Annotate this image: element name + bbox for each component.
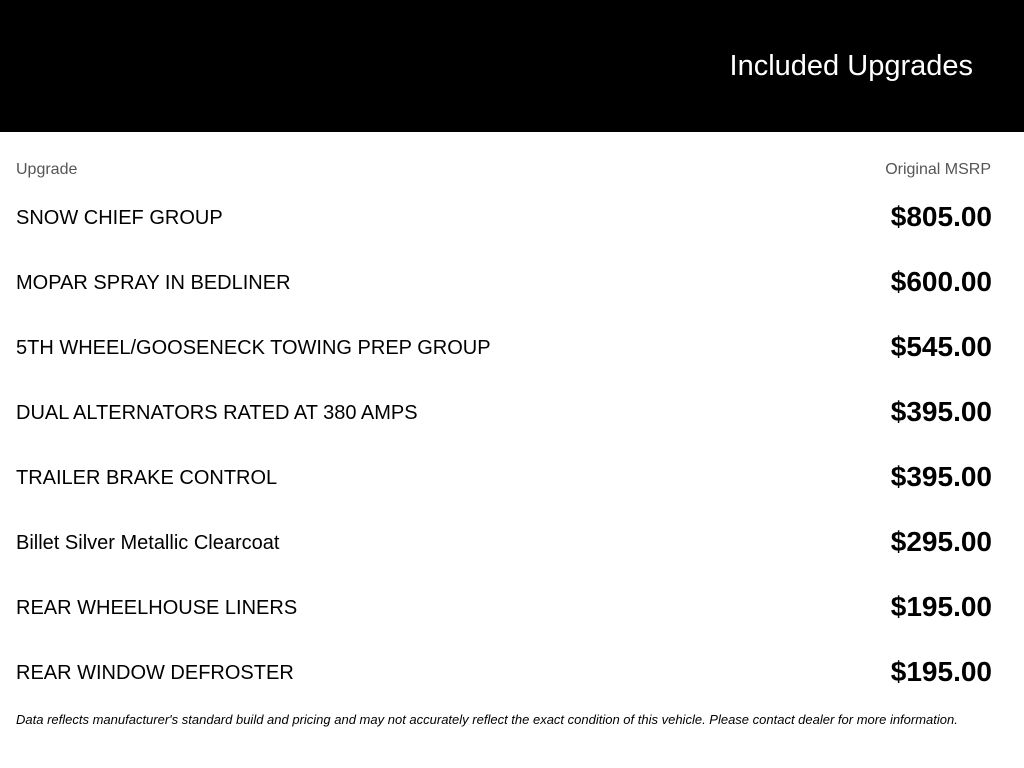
- upgrade-name: TRAILER BRAKE CONTROL: [16, 467, 278, 489]
- upgrade-price: $395.00: [890, 461, 992, 492]
- disclaimer-text: Data reflects manufacturer's standard build and pricing and may not accurately reflect the exact condition of this vehicle. Please contact dealer for more information.: [16, 712, 958, 727]
- list-item: [0, 258, 1024, 323]
- upgrade-price: $545.00: [890, 331, 992, 362]
- column-header-msrp: Original MSRP: [885, 161, 991, 178]
- upgrade-name: Billet Silver Metallic Clearcoat: [16, 532, 280, 554]
- upgrade-price: $600.00: [890, 266, 992, 297]
- upgrade-name: REAR WINDOW DEFROSTER: [16, 662, 294, 684]
- upgrade-price: $805.00: [890, 201, 992, 232]
- upgrade-name: DUAL ALTERNATORS RATED AT 380 AMPS: [16, 402, 418, 424]
- list-item: [0, 648, 1024, 713]
- page-title: Included Upgrades: [729, 50, 973, 82]
- upgrade-name: REAR WHEELHOUSE LINERS: [16, 597, 298, 619]
- header-bar: [0, 0, 1024, 132]
- upgrade-price: $295.00: [890, 526, 992, 557]
- upgrade-price: $195.00: [890, 656, 992, 687]
- list-item: [0, 583, 1024, 648]
- list-item: [0, 323, 1024, 388]
- list-item: [0, 518, 1024, 583]
- upgrade-price: $395.00: [890, 396, 992, 427]
- upgrade-price: $195.00: [890, 591, 992, 622]
- upgrade-name: MOPAR SPRAY IN BEDLINER: [16, 272, 291, 294]
- list-item: [0, 388, 1024, 453]
- upgrade-name: 5TH WHEEL/GOOSENECK TOWING PREP GROUP: [16, 337, 491, 359]
- list-item: [0, 193, 1024, 258]
- upgrade-name: SNOW CHIEF GROUP: [16, 207, 223, 229]
- column-header-upgrade: Upgrade: [16, 161, 78, 178]
- upgrade-list: [0, 193, 1024, 713]
- list-item: [0, 453, 1024, 518]
